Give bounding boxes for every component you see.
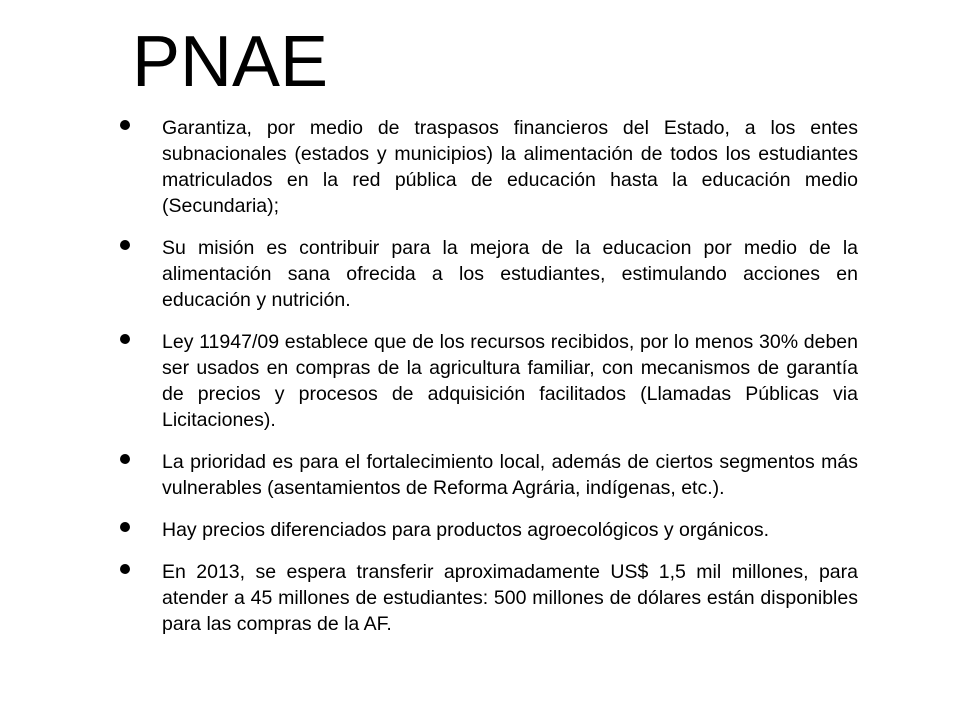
bullet-item-6 <box>118 559 858 637</box>
bullet-item-5 <box>118 517 858 543</box>
bullet-item-2 <box>118 235 858 313</box>
bullet-text: En 2013, se espera transferir aproximadamente US$ 1,5 mil millones, para atender a 45 millones de estudiantes: 500 millones de dólares están disponibles para las compras de la AF. <box>162 561 858 635</box>
bullet-text: Su misión es contribuir para la mejora de la educacion por medio de la alimentación sana ofrecida a los estudiantes, estimulando acciones en educación y nutrición. <box>162 237 858 311</box>
bullet-dot-icon <box>120 120 130 130</box>
bullet-dot-icon <box>120 240 130 250</box>
slide-title: PNAE <box>132 22 329 102</box>
bullet-dot-icon <box>120 334 130 344</box>
bullet-item-1 <box>118 115 858 219</box>
bullet-text: Ley 11947/09 establece que de los recursos recibidos, por lo menos 30% deben ser usados en compras de la agricultura familiar, con mecanismos de garantía de precios y procesos de adquisición facilitados (Llamadas Públicas via Licitaciones). <box>162 331 858 431</box>
bullet-item-3 <box>118 329 858 433</box>
bullet-item-4 <box>118 449 858 501</box>
bullet-text: La prioridad es para el fortalecimiento local, además de ciertos segmentos más vulnerables (asentamientos de Reforma Agrária, indígenas, etc.). <box>162 451 858 499</box>
bullet-dot-icon <box>120 522 130 532</box>
bullet-text: Garantiza, por medio de traspasos financieros del Estado, a los entes subnacionales (estados y municipios) la alimentación de todos los estudiantes matriculados en la red pública de educación hasta la educación medio (Secundaria); <box>162 117 858 217</box>
bullet-list <box>118 115 858 653</box>
bullet-dot-icon <box>120 454 130 464</box>
bullet-text: Hay precios diferenciados para productos agroecológicos y orgánicos. <box>162 519 770 541</box>
bullet-dot-icon <box>120 564 130 574</box>
